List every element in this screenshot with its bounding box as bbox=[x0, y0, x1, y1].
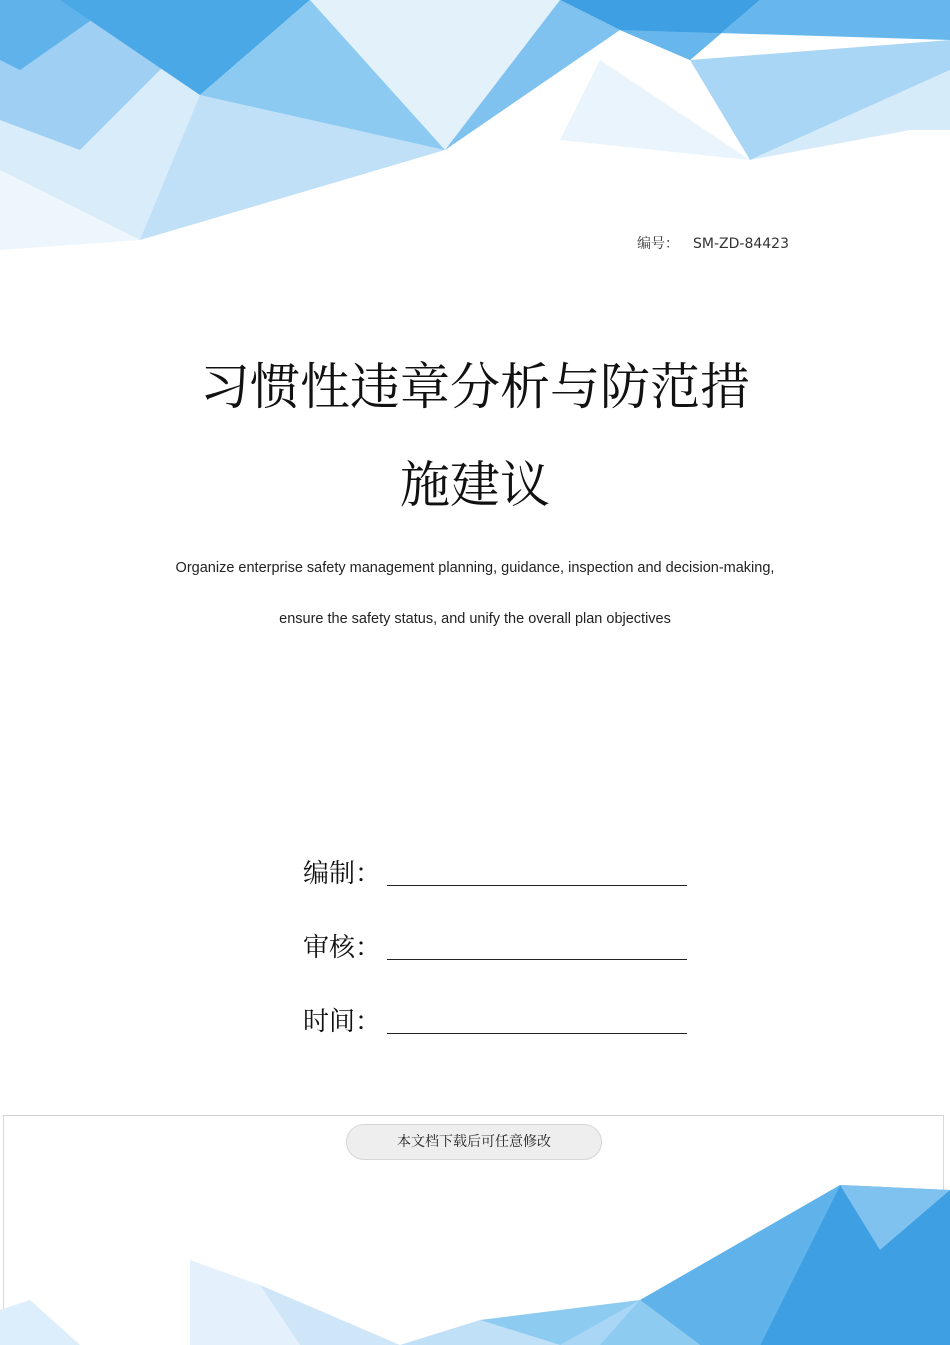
signature-block bbox=[303, 852, 687, 1074]
sign-row-date bbox=[303, 1000, 687, 1038]
document-number-value: SM-ZD-84423 bbox=[693, 236, 789, 252]
document-subtitle-line-1: Organize enterprise safety management planning, guidance, inspection and decision-making, bbox=[175, 560, 775, 576]
compiler-label: 编制： bbox=[303, 859, 382, 889]
document-title-line-1: 习惯性违章分析与防范措 bbox=[200, 358, 750, 416]
top-decoration-graphic bbox=[0, 0, 950, 250]
document-subtitle-line-2: ensure the safety status, and unify the overall plan objectives bbox=[279, 611, 671, 627]
document-subtitle bbox=[40, 543, 910, 645]
compiler-blank-line bbox=[387, 855, 687, 886]
reviewer-label: 审核： bbox=[303, 933, 382, 963]
date-blank-line bbox=[387, 1003, 687, 1034]
editable-note-badge: 本文档下载后可任意修改 bbox=[346, 1124, 602, 1160]
document-number bbox=[637, 233, 789, 253]
sign-row-reviewer bbox=[303, 926, 687, 964]
sign-row-compiler bbox=[303, 852, 687, 890]
document-number-label: 编号： bbox=[637, 236, 680, 252]
document-title bbox=[0, 338, 950, 534]
reviewer-blank-line bbox=[387, 929, 687, 960]
document-title-line-2: 施建议 bbox=[400, 456, 550, 514]
date-label: 时间： bbox=[303, 1007, 382, 1037]
